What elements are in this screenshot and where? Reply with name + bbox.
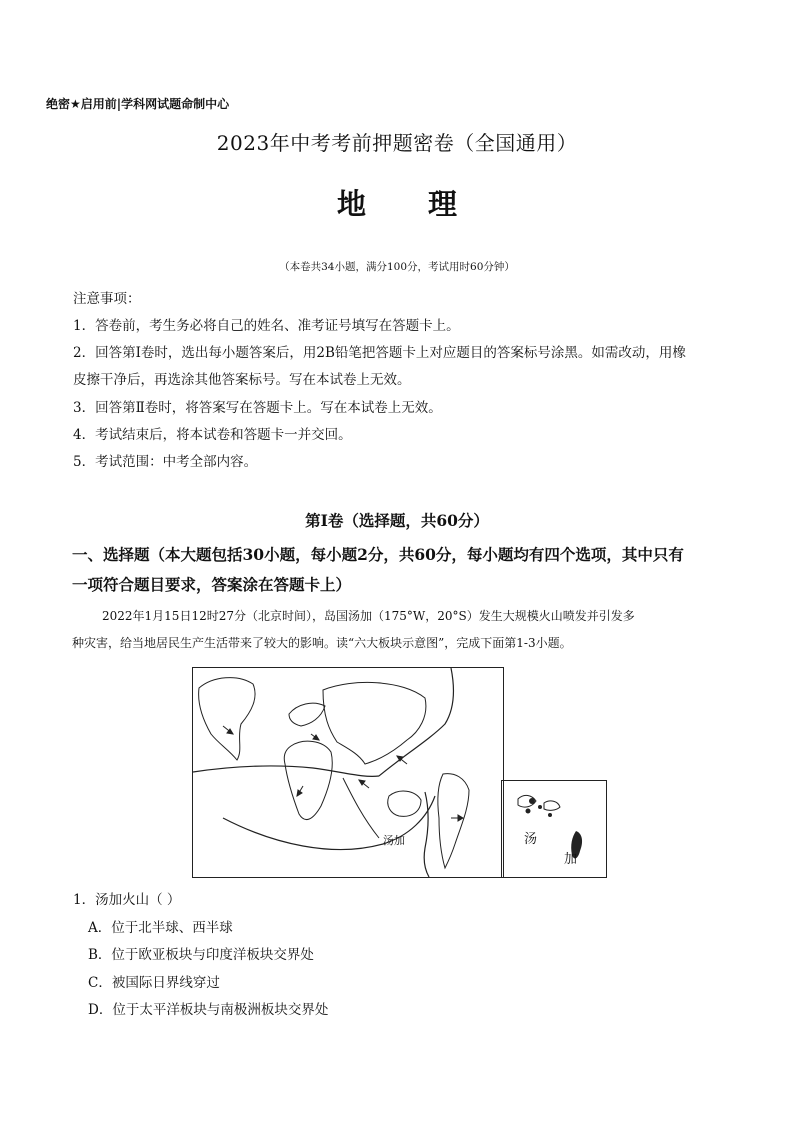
- subject-title: 地 理: [336, 187, 484, 221]
- question-stem: 1．汤加火山（ ）: [73, 892, 181, 908]
- inset-label-2: 加: [564, 852, 578, 867]
- australia-outline: [388, 791, 421, 816]
- section-heading-cont: 一项符合题目要求，答案涂在答题卡上）: [72, 575, 352, 594]
- plate-map: [192, 667, 504, 878]
- passage-line: 种灾害，给当地居民生产生活带来了较大的影响。读“六大板块示意图”，完成下面第1-3小题。: [72, 636, 572, 650]
- exam-info: （本卷共34小题，满分100分，考试用时60分钟）: [279, 261, 515, 273]
- volume-heading: 第Ⅰ卷（选择题，共60分）: [305, 511, 489, 530]
- notes-heading: 注意事项：: [73, 291, 141, 307]
- island-mark: [548, 813, 552, 817]
- passage-line: 2022年1月15日12时27分（北京时间），岛国汤加（175°W，20°S）发生大规模火山喷发并引发多: [102, 609, 635, 623]
- note-item: 5．考试范围：中考全部内容。: [73, 454, 258, 470]
- note-item: 4．考试结束后，将本试卷和答题卡一并交回。: [73, 427, 352, 443]
- africa-outline: [284, 741, 332, 819]
- island-mark: [538, 805, 542, 809]
- plate-boundary-tonga: [424, 792, 429, 877]
- inset-drawing: [502, 781, 606, 877]
- note-item: 1．答卷前，考生务必将自己的姓名、准考证号填写在答题卡上。: [73, 318, 460, 334]
- plate-map-drawing: [193, 668, 503, 877]
- exam-title: 2023年中考考前押题密卷（全国通用）: [216, 131, 578, 155]
- island-outline: [544, 801, 560, 810]
- option-b[interactable]: B．位于欧亚板块与印度洋板块交界处: [88, 947, 314, 963]
- note-item: 皮擦干净后，再选涂其他答案标号。写在本试卷上无效。: [73, 372, 411, 388]
- island-mark: [526, 809, 531, 814]
- option-d[interactable]: D．位于太平洋板块与南极洲板块交界处: [88, 1002, 329, 1018]
- plate-boundary-indian: [343, 778, 379, 838]
- tonga-inset-map: [501, 780, 607, 878]
- north-america-outline: [199, 678, 255, 760]
- secret-label: 绝密★启用前|学科网试题命制中心: [46, 97, 230, 111]
- map-label-tonga: 汤加: [383, 834, 405, 847]
- europe-outline: [289, 703, 325, 726]
- option-c[interactable]: C．被国际日界线穿过: [88, 975, 220, 991]
- note-item: 2．回答第Ⅰ卷时，选出每小题答案后，用2B铅笔把答题卡上对应题目的答案标号涂黑。如需改动，用橡: [73, 345, 686, 361]
- south-america-outline: [438, 774, 469, 868]
- section-heading: 一、选择题（本大题包括30小题，每小题2分，共60分，每小题均有四个选项，其中只有: [72, 545, 684, 564]
- note-item: 3．回答第Ⅱ卷时，将答案写在答题卡上。写在本试卷上无效。: [73, 400, 442, 416]
- option-a[interactable]: A．位于北半球、西半球: [88, 920, 233, 936]
- inset-label-1: 汤: [524, 832, 538, 847]
